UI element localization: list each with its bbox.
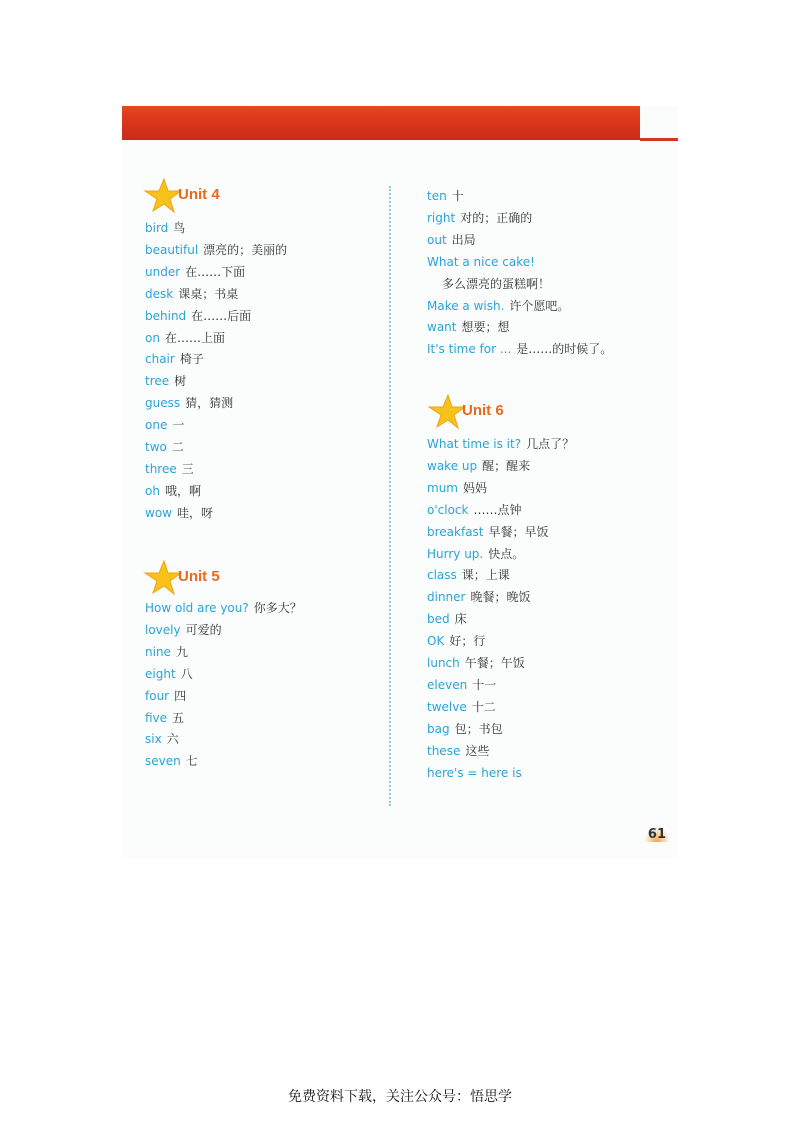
english-word: lovely: [145, 622, 181, 637]
english-word: How old are you?: [145, 601, 249, 615]
chinese-meaning: 在……后面: [191, 308, 252, 323]
vocab-entry: [145, 417, 184, 433]
vocab-entry: [145, 395, 233, 411]
vocab-entry: [145, 688, 186, 704]
english-word: want: [427, 320, 457, 335]
vocab-entry: [145, 622, 222, 638]
vocab-entry: [427, 546, 524, 562]
chinese-meaning: 对的；正确的: [460, 210, 533, 225]
chinese-meaning: 醒；醒来: [482, 458, 531, 473]
chinese-meaning: 床: [454, 612, 467, 627]
english-word: Hurry up.: [427, 546, 484, 561]
english-word: dinner: [427, 590, 466, 605]
english-word: wake up: [427, 458, 478, 473]
chinese-meaning: 这些: [465, 743, 490, 758]
english-word: What time is it?: [427, 437, 522, 451]
chinese-meaning: 椅子: [179, 352, 204, 367]
chinese-meaning: 十: [451, 189, 464, 203]
banner-underline: [640, 138, 678, 141]
unit-title: Unit 5: [178, 568, 220, 585]
english-word: eleven: [427, 677, 468, 692]
english-word: Make a wish.: [427, 298, 505, 313]
vocab-entry: [145, 286, 238, 302]
column-divider: [389, 186, 391, 806]
chinese-meaning: 漂亮的；美丽的: [203, 242, 288, 257]
english-word: six: [145, 732, 162, 747]
english-word: two: [145, 440, 167, 454]
vocab-entry: [427, 232, 476, 248]
english-word: behind: [145, 308, 187, 323]
english-word: OK: [427, 634, 445, 649]
chinese-meaning: 九: [175, 644, 188, 659]
english-word: four: [145, 688, 170, 703]
chinese-meaning: 八: [180, 666, 193, 681]
chinese-meaning: 快点。: [488, 546, 525, 561]
chinese-meaning: 出局: [451, 232, 476, 247]
english-word: out: [427, 232, 447, 247]
vocab-entry: [427, 765, 527, 781]
vocab-entry: [427, 633, 485, 649]
english-word: nine: [145, 644, 171, 659]
english-word: three: [145, 461, 177, 476]
vocab-entry: [145, 710, 184, 726]
english-word: bed: [427, 612, 450, 627]
vocab-entry: [427, 458, 530, 474]
chinese-meaning: 三: [181, 461, 194, 476]
chinese-meaning: 鸟: [173, 221, 186, 235]
vocab-entry: [427, 210, 532, 226]
english-word: under: [145, 264, 181, 279]
english-word: beautiful: [145, 242, 199, 257]
vocab-entry: [427, 655, 525, 671]
chinese-meaning: 猜，猜测: [185, 396, 234, 411]
chinese-meaning: 五: [172, 710, 185, 725]
english-word: lunch: [427, 656, 460, 670]
english-word: tree: [145, 374, 170, 389]
english-word: wow: [145, 505, 172, 520]
vocab-entry: [145, 242, 287, 258]
chinese-meaning: 课桌；书桌: [178, 286, 239, 301]
star-icon: [142, 560, 182, 596]
vocab-entry: [145, 330, 225, 346]
chinese-meaning: 几点了？: [526, 437, 575, 451]
vocab-entry: [427, 611, 467, 627]
vocab-entry: [427, 721, 503, 737]
english-word: seven: [145, 754, 181, 769]
vocab-entry: [427, 502, 521, 518]
vocab-entry: [145, 373, 186, 389]
vocab-entry: [427, 188, 464, 204]
vocab-entry: [427, 677, 496, 693]
chinese-meaning: 许个愿吧。: [509, 298, 570, 313]
english-word: class: [427, 568, 457, 583]
chinese-meaning: 二: [171, 440, 184, 454]
english-word: chair: [145, 352, 175, 367]
chinese-meaning: 十二: [471, 699, 496, 714]
vocab-entry: [427, 319, 510, 335]
vocab-entry: [145, 308, 251, 324]
english-word: oh: [145, 483, 160, 498]
english-word: o'clock: [427, 502, 469, 517]
english-word: one: [145, 418, 168, 433]
vocab-entry: [427, 298, 569, 314]
vocab-entry: [145, 644, 188, 660]
chinese-meaning: 妈妈: [462, 480, 487, 495]
english-word: ten: [427, 189, 447, 203]
chinese-meaning: 课；上课: [461, 568, 510, 583]
chinese-meaning: 一: [172, 418, 185, 433]
english-word: desk: [145, 286, 174, 301]
vocab-entry: [427, 567, 510, 583]
vocab-entry: [427, 436, 574, 452]
english-word: breakfast: [427, 524, 484, 539]
chinese-meaning: 四: [174, 688, 187, 703]
english-word: these: [427, 743, 461, 758]
unit-title: Unit 6: [462, 402, 504, 419]
english-word: bag: [427, 721, 450, 736]
chinese-meaning: 是……的时候了。: [516, 342, 613, 357]
chinese-meaning: 可爱的: [185, 622, 222, 637]
english-word: on: [145, 330, 160, 345]
chinese-meaning: 午餐；午饭: [464, 656, 525, 670]
chinese-meaning: 晚餐；晚饭: [470, 590, 531, 605]
chinese-meaning: 哇，呀: [176, 505, 213, 520]
english-word: mum: [427, 480, 458, 495]
vocab-entry: [427, 480, 487, 496]
vocab-entry: [145, 461, 194, 477]
chinese-meaning: 树: [174, 374, 187, 389]
chinese-meaning: ……点钟: [473, 502, 522, 517]
chinese-meaning: 你多大？: [253, 601, 302, 615]
chinese-meaning: 在……上面: [164, 330, 225, 345]
english-word: right: [427, 210, 456, 225]
english-word: here's = here is: [427, 765, 522, 780]
vocab-entry: [427, 341, 612, 357]
english-word: twelve: [427, 699, 467, 714]
chinese-meaning: 十一: [472, 677, 497, 692]
vocab-entry: [145, 505, 213, 521]
english-word: It's time for ...: [427, 342, 512, 357]
unit-title: Unit 4: [178, 186, 220, 203]
chinese-meaning: 七: [185, 754, 198, 769]
english-word: bird: [145, 221, 169, 235]
vocab-entry: [145, 483, 201, 499]
vocab-entry: [145, 731, 179, 747]
vocab-entry: [145, 600, 302, 616]
chinese-meaning: 哦，啊: [164, 483, 201, 498]
chinese-meaning: 多么漂亮的蛋糕啊！: [442, 276, 551, 291]
vocab-entry: [145, 351, 204, 367]
vocab-entry: [427, 743, 489, 759]
chinese-meaning: 六: [166, 732, 179, 747]
vocab-entry: [145, 439, 184, 455]
vocab-entry: [145, 666, 193, 682]
footer-note: 免费资料下载，关注公众号：悟思学: [288, 1089, 512, 1105]
vocab-entry: [145, 264, 245, 280]
english-word: guess: [145, 396, 181, 411]
chinese-meaning: 在……下面: [185, 264, 246, 279]
vocab-entry: [145, 753, 198, 769]
page-number: 61: [644, 827, 670, 842]
vocab-entry: [427, 699, 496, 715]
english-word: What a nice cake!: [427, 254, 535, 269]
chinese-meaning: 想要；想: [461, 320, 510, 335]
top-banner: [122, 106, 640, 140]
star-icon: [426, 394, 466, 430]
textbook-page: [122, 106, 678, 858]
english-word: five: [145, 710, 168, 725]
chinese-meaning: 包；书包: [454, 721, 503, 736]
vocab-entry: [427, 589, 531, 605]
chinese-meaning: 早餐；早饭: [488, 524, 549, 539]
star-icon: [142, 178, 182, 214]
english-word: eight: [145, 666, 176, 681]
vocab-entry: [427, 254, 550, 292]
vocab-entry: [145, 220, 185, 236]
vocab-entry: [427, 524, 549, 540]
chinese-meaning: 好；行: [449, 634, 486, 649]
